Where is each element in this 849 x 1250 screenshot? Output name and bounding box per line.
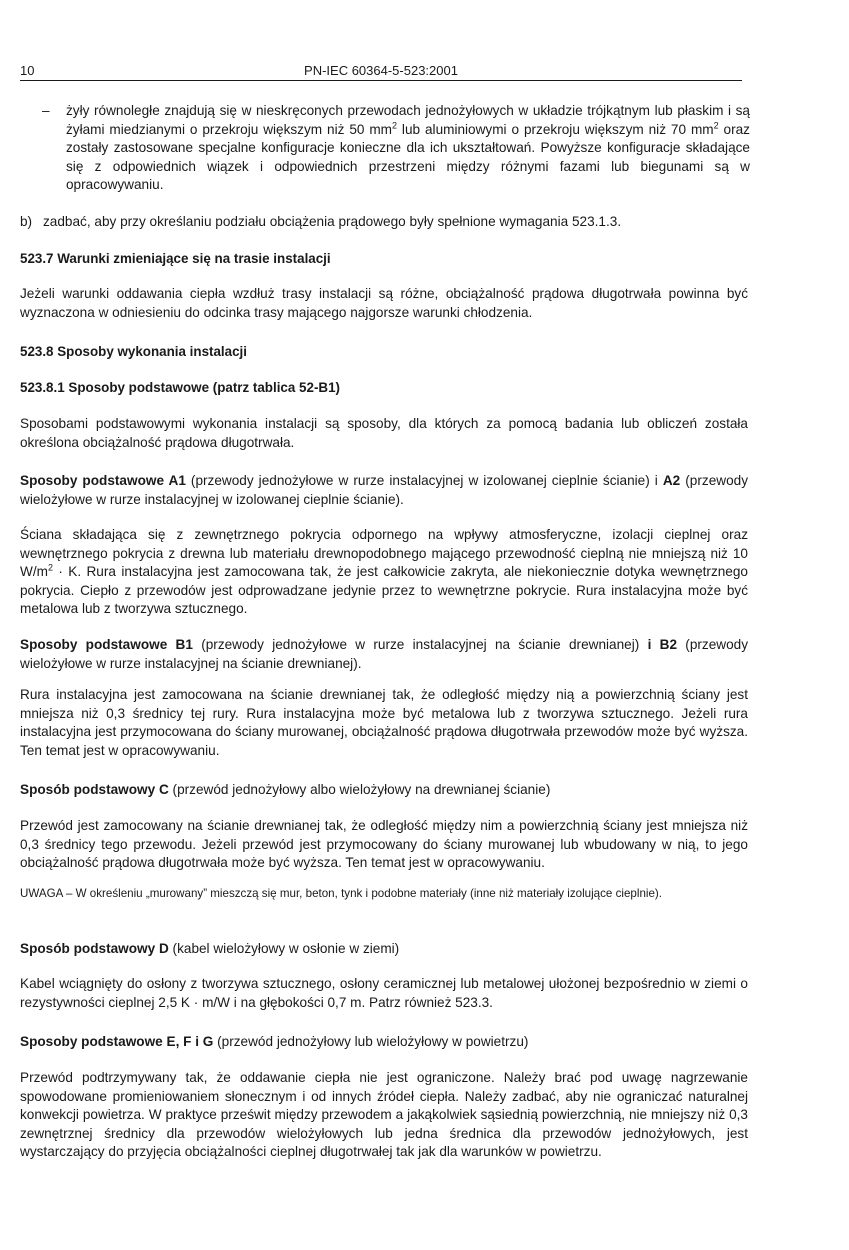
- list-item-text: żyły równoległe znajdują się w nieskręconych przewodach jednożyłowych w układzie trójkątnym lub płaskim i są żyłami miedzianymi o przekroju większym niż 50 $mm^2$ lub aluminiowymi o przekroju większym niż 70 $mm^2$ oraz zostały zastosowane specjalne konfiguracje konieczne dla ich ukształtowań. Powyższe konfiguracje składające się z odpowiednich wiązek i odpowiednich przestrzeni między różnymi fazami lub biegunami są w opracowywaniu.: [66, 103, 750, 192]
- method-d-paragraph: Kabel wciągnięty do osłony z tworzywa sztucznego, osłony ceramicznej lub metalowej ułożonej bezpośrednio w ziemi o rezystywności cieplnej 2,5 K · m/W i na głębokości 0,7 m. Patrz również 523.3.: [20, 976, 748, 1010]
- item-b-text: zadbać, aby przy określaniu podziału obciążenia prądowego były spełnione wymagania 523.1.3.: [43, 214, 622, 229]
- item-b-label: b): [20, 214, 33, 229]
- method-c-paragraph: Przewód jest zamocowany na ścianie drewnianej tak, że odległość między nim a powierzchnią ściany jest mniejsza niż 0,3 średnicy tego przewodu. Jeżeli przewód jest przymocowany do ściany murowanej lub wbudowany w nią, to jego obciążalność prądowa długotrwała może być wyższa. Ten temat jest w opracowywaniu.: [20, 818, 748, 870]
- note-murowany: UWAGA – W określeniu „murowany” mieszczą się mur, beton, tynk i podobne materiały (inne niż materiały izolujące cieplnie).: [20, 887, 662, 900]
- method-c-heading: Sposób podstawowy C (przewód jednożyłowy albo wielożyłowy na drewnianej ścianie): [20, 782, 551, 797]
- page-number: 10: [20, 63, 35, 78]
- method-a-heading: Sposoby podstawowe A1 (przewody jednożyłowe w rurze instalacyjnej w izolowanej cieplnie ścianie) i A2 (przewody wielożyłowe w rurze instalacyjnej w izolowanej cieplnie ścianie).: [20, 473, 748, 507]
- method-d-heading: Sposób podstawowy D (kabel wielożyłowy w osłonie w ziemi): [20, 941, 400, 956]
- page-header: [20, 62, 742, 81]
- method-b-heading: Sposoby podstawowe B1 (przewody jednożyłowe w rurze instalacyjnej na ścianie drewnianej) i B2 (przewody wielożyłowe w rurze instalacyjnej na ścianie drewnianej).: [20, 637, 749, 671]
- paragraph-523-8-1: Sposobami podstawowymi wykonania instalacji są sposoby, dla których za pomocą badania lub obliczeń została określona obciążalność prądowa długotrwała.: [20, 416, 748, 450]
- method-b-paragraph: Rura instalacyjna jest zamocowana na ścianie drewnianej tak, że odległość między nią a powierzchnią ściany jest mniejsza niż 0,3 średnicy tej rury. Rura instalacyjna może być metalowa lub z tworzywa sztucznego. Jeżeli rura instalacyjna jest przymocowana do ściany murowanej, obciążalność prądowa długotrwała przewodów może być wyższa. Ten temat jest w opracowywaniu.: [20, 687, 748, 758]
- paragraph-523-7: Jeżeli warunki oddawania ciepła wzdłuż trasy instalacji są różne, obciążalność prądowa długotrwała powinna być wyznaczona w odniesieniu do odcinka trasy mającego najgorsze warunki chłodzenia.: [20, 286, 748, 320]
- heading-523-8: 523.8 Sposoby wykonania instalacji: [20, 344, 247, 359]
- heading-523-8-1: 523.8.1 Sposoby podstawowe (patrz tablica 52-B1): [20, 380, 340, 395]
- list-dash: –: [42, 103, 50, 118]
- heading-523-7: 523.7 Warunki zmieniające się na trasie instalacji: [20, 251, 331, 266]
- method-efg-paragraph: Przewód podtrzymywany tak, że oddawanie ciepła nie jest ograniczone. Należy brać pod uwagę nagrzewanie spowodowane promieniowaniem słonecznym i od innych źródeł ciepła. Należy zadbać, aby nie ograniczać naturalnej konwekcji powietrza. W praktyce prześwit między przewodem a jakąkolwiek sąsiednią powierzchnią, nie mniejszy niż 0,3 zewnętrznej średnicy dla przewodów wielożyłowych lub jedna średnica dla przewodów jednożyłowych, jest wystarczający do przyjęcia obciążalności cieplnej długotrwałej tak jak dla warunków w powietrzu.: [20, 1070, 748, 1159]
- method-efg-heading: Sposoby podstawowe E, F i G (przewód jednożyłowy lub wielożyłowy w powietrzu): [20, 1034, 529, 1049]
- standard-id: PN-IEC 60364-5-523:2001: [304, 63, 458, 78]
- method-a-paragraph: Ściana składająca się z zewnętrznego pokrycia odpornego na wpływy atmosferyczne, izolacji cieplnej oraz wewnętrznego pokrycia z drewna lub materiału drewnopodobnego mającego przewodność cieplną nie mniejszą niż 10 $W/m^2 \cdot K$. Rura instalacyjna jest zamocowana tak, że jest całkowicie zakryta, ale niekoniecznie dotyka wewnętrznego pokrycia. Ciepło z przewodów jest odprowadzane jedynie przez to wewnętrzne pokrycie. Rura instalacyjna może być metalowa lub z tworzywa sztucznego.: [20, 527, 748, 616]
